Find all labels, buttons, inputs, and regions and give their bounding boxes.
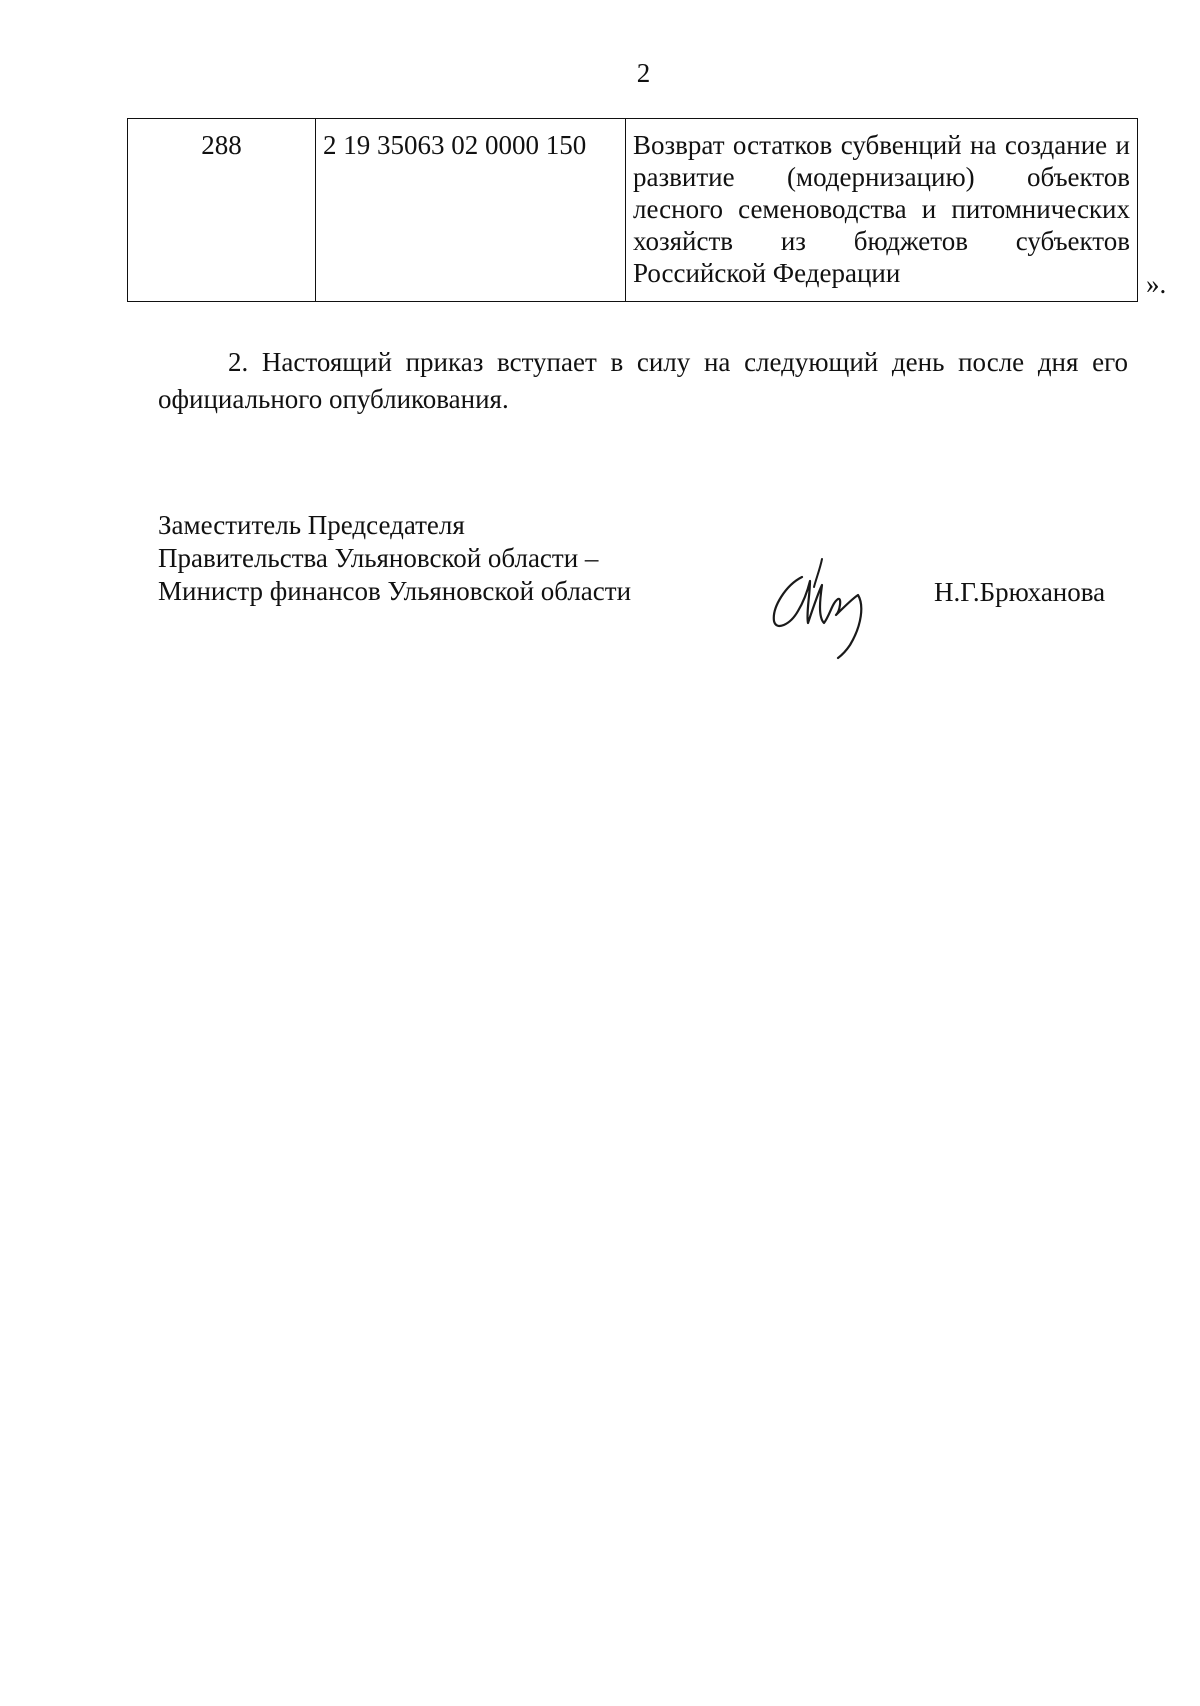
kbk-code-cell: 2 19 35063 02 0000 150 — [316, 119, 626, 302]
admin-code-cell: 288 — [128, 119, 316, 302]
closing-quote: ». — [1146, 269, 1167, 299]
budget-classification-table — [127, 118, 1138, 302]
position-line: Заместитель Председателя — [158, 510, 465, 540]
position-line: Правительства Ульяновской области – — [158, 543, 599, 573]
position-line: Министр финансов Ульяновской области — [158, 576, 632, 606]
handwritten-signature-icon — [764, 555, 894, 660]
signatory-position — [158, 509, 631, 608]
income-name-cell: Возврат остатков субвенций на создание и развитие (модернизацию) объектов лесного семеноводства и питомнических хозяйств из бюджетов субъектов Российской Федерации — [626, 119, 1138, 302]
signer-name: Н.Г.Брюханова — [934, 577, 1106, 607]
page-number: 2 — [636, 58, 651, 88]
paragraph-effective-date: 2. Настоящий приказ вступает в силу на следующий день после дня его официального опубликования. — [158, 347, 1128, 414]
table-row — [128, 119, 1138, 302]
